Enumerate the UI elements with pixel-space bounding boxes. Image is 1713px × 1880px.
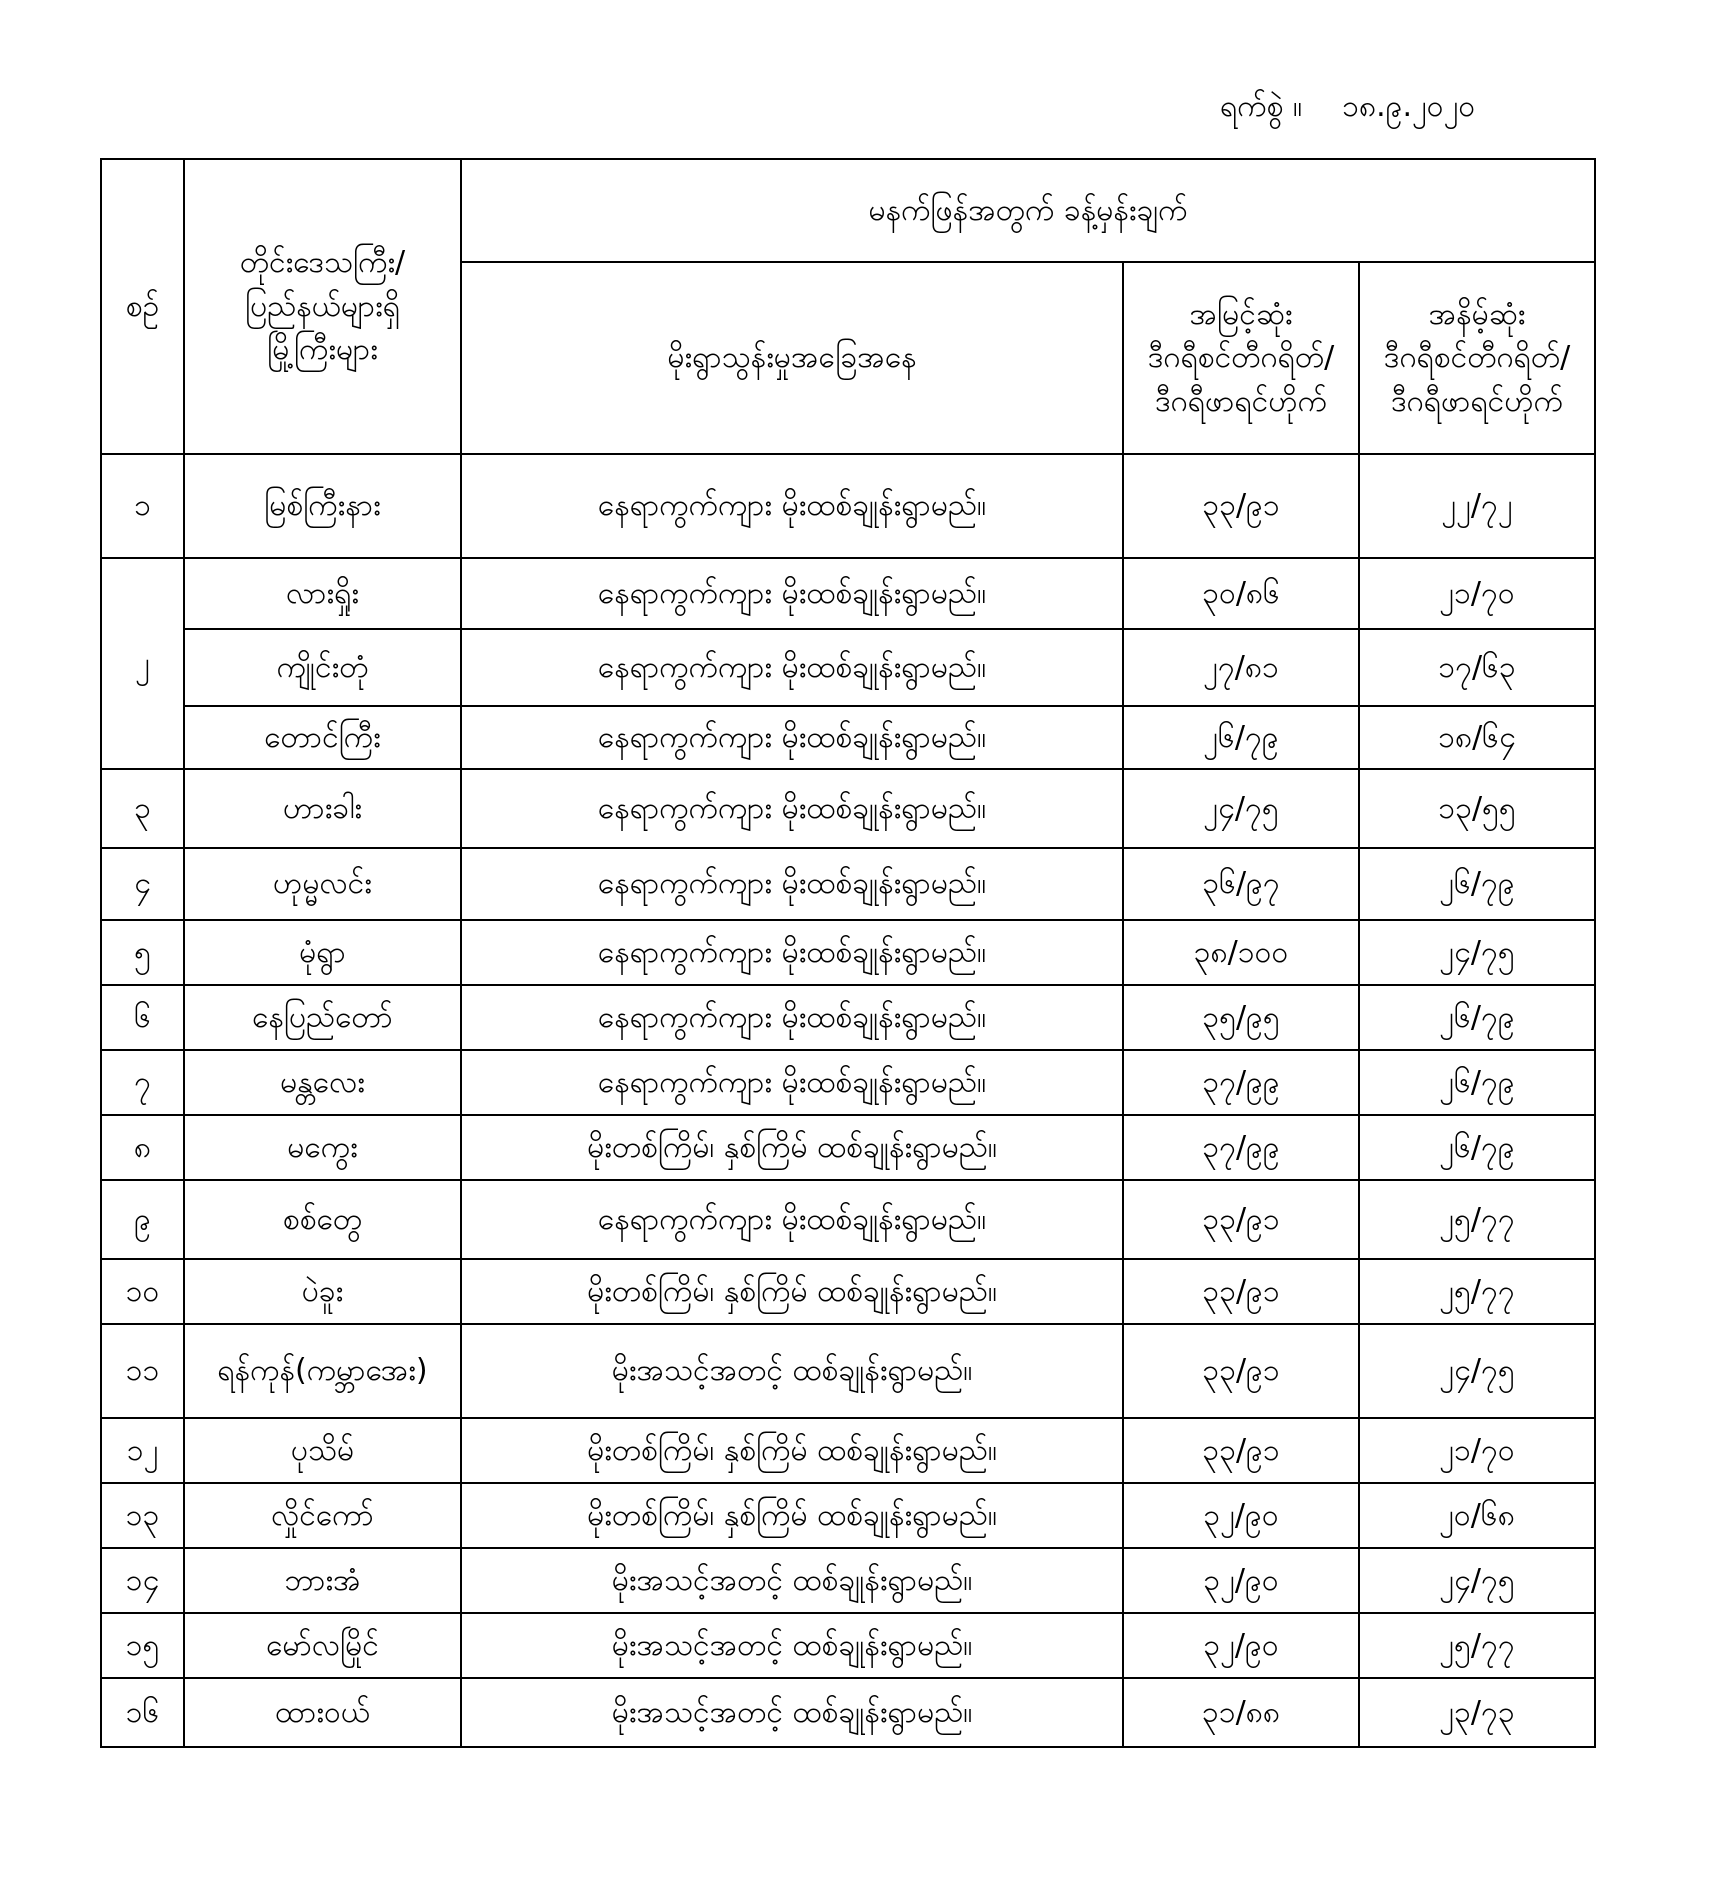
row-max-temp: ၂၇/၈၁ [1123, 629, 1359, 706]
table-row [101, 1115, 1595, 1180]
row-weather: မိုးအသင့်အတင့် ထစ်ချုန်းရွာမည်။ [461, 1613, 1123, 1678]
row-min-temp: ၂၀/၆၈ [1359, 1483, 1595, 1548]
row-weather: နေရာကွက်ကျား မိုးထစ်ချုန်းရွာမည်။ [461, 629, 1123, 706]
header-min-line: ဒီဂရီစင်တီဂရိတ်/ [1383, 340, 1571, 376]
row-max-temp: ၃၃/၉၁ [1123, 1418, 1359, 1483]
row-min-temp: ၂၄/၇၅ [1359, 1548, 1595, 1613]
row-min-temp: ၁၃/၅၅ [1359, 769, 1595, 848]
row-max-temp: ၂၆/၇၉ [1123, 706, 1359, 769]
row-city: ဘားအံ [184, 1548, 461, 1613]
header-max-line: အမြင့်ဆုံး [1189, 296, 1293, 332]
table-row [101, 769, 1595, 848]
row-max-temp: ၃၂/၉၀ [1123, 1548, 1359, 1613]
row-serial: ၁၀ [101, 1259, 184, 1324]
header-city [184, 159, 461, 454]
row-serial: ၆ [101, 985, 184, 1050]
row-serial: ၇ [101, 1050, 184, 1115]
table-row [101, 1548, 1595, 1613]
row-city: လှိုင်ကော် [184, 1483, 461, 1548]
row-weather: မိုးတစ်ကြိမ်၊ နှစ်ကြိမ် ထစ်ချုန်းရွာမည်။ [461, 1115, 1123, 1180]
date-label: ရက်စွဲ ။ [1220, 89, 1303, 124]
row-weather: နေရာကွက်ကျား မိုးထစ်ချုန်းရွာမည်။ [461, 1180, 1123, 1259]
row-city: မကွေး [184, 1115, 461, 1180]
row-city: လားရှိုး [184, 558, 461, 629]
table-body [101, 454, 1595, 1747]
row-city: တောင်ကြီး [184, 706, 461, 769]
row-weather: မိုးအသင့်အတင့် ထစ်ချုန်းရွာမည်။ [461, 1548, 1123, 1613]
row-weather: မိုးအသင့်အတင့် ထစ်ချုန်းရွာမည်။ [461, 1324, 1123, 1418]
row-city: မြစ်ကြီးနား [184, 454, 461, 558]
row-serial: ၃ [101, 769, 184, 848]
header-weather: မိုးရွာသွန်းမှုအခြေအနေ [461, 262, 1123, 454]
header-city-line: ပြည်နယ်များရှိ [245, 288, 400, 324]
row-weather: နေရာကွက်ကျား မိုးထစ်ချုန်းရွာမည်။ [461, 706, 1123, 769]
table-row [101, 848, 1595, 920]
row-city: ဟားခါး [184, 769, 461, 848]
table-row [101, 706, 1595, 769]
row-weather: နေရာကွက်ကျား မိုးထစ်ချုန်းရွာမည်။ [461, 769, 1123, 848]
row-serial: ၅ [101, 920, 184, 985]
row-min-temp: ၂၃/၇၃ [1359, 1678, 1595, 1747]
row-max-temp: ၃၇/၉၉ [1123, 1050, 1359, 1115]
table-row [101, 558, 1595, 629]
row-city: ရန်ကုန်(ကမ္ဘာအေး) [184, 1324, 461, 1418]
row-min-temp: ၂၆/၇၉ [1359, 1115, 1595, 1180]
row-min-temp: ၂၁/၇၀ [1359, 558, 1595, 629]
row-min-temp: ၂၆/၇၉ [1359, 985, 1595, 1050]
table-row [101, 985, 1595, 1050]
row-weather: နေရာကွက်ကျား မိုးထစ်ချုန်းရွာမည်။ [461, 1050, 1123, 1115]
header-forecast-group: မနက်ဖြန်အတွက် ခန့်မှန်းချက် [461, 159, 1595, 262]
row-weather: နေရာကွက်ကျား မိုးထစ်ချုန်းရွာမည်။ [461, 558, 1123, 629]
row-max-temp: ၃၃/၉၁ [1123, 454, 1359, 558]
row-city: ကျိုင်းတုံ [184, 629, 461, 706]
row-serial: ၁၅ [101, 1613, 184, 1678]
row-serial: ၁၁ [101, 1324, 184, 1418]
table-row [101, 454, 1595, 558]
row-min-temp: ၂၄/၇၅ [1359, 1324, 1595, 1418]
row-city: နေပြည်တော် [184, 985, 461, 1050]
row-serial: ၁၃ [101, 1483, 184, 1548]
row-min-temp: ၁၇/၆၃ [1359, 629, 1595, 706]
row-city: ဟုမ္မလင်း [184, 848, 461, 920]
row-weather: နေရာကွက်ကျား မိုးထစ်ချုန်းရွာမည်။ [461, 848, 1123, 920]
table-row [101, 1613, 1595, 1678]
row-max-temp: ၃၂/၉၀ [1123, 1613, 1359, 1678]
row-min-temp: ၂၁/၇၀ [1359, 1418, 1595, 1483]
table-row [101, 1324, 1595, 1418]
header-max-line: ဒီဂရီစင်တီဂရိတ်/ [1147, 340, 1335, 376]
row-max-temp: ၃၇/၉၉ [1123, 1115, 1359, 1180]
row-serial: ၈ [101, 1115, 184, 1180]
row-max-temp: ၃၅/၉၅ [1123, 985, 1359, 1050]
row-serial: ၄ [101, 848, 184, 920]
row-weather: နေရာကွက်ကျား မိုးထစ်ချုန်းရွာမည်။ [461, 920, 1123, 985]
row-min-temp: ၂၄/၇၅ [1359, 920, 1595, 985]
row-max-temp: ၃၈/၁၀၀ [1123, 920, 1359, 985]
row-max-temp: ၂၄/၇၅ [1123, 769, 1359, 848]
row-max-temp: ၃၃/၉၁ [1123, 1324, 1359, 1418]
table-row [101, 1678, 1595, 1747]
row-min-temp: ၂၅/၇၇ [1359, 1259, 1595, 1324]
row-min-temp: ၂၆/၇၉ [1359, 848, 1595, 920]
row-weather: မိုးတစ်ကြိမ်၊ နှစ်ကြိမ် ထစ်ချုန်းရွာမည်။ [461, 1418, 1123, 1483]
row-weather: မိုးတစ်ကြိမ်၊ နှစ်ကြိမ် ထစ်ချုန်းရွာမည်။ [461, 1483, 1123, 1548]
row-serial: ၁၆ [101, 1678, 184, 1747]
header-city-line: တိုင်းဒေသကြီး/ [239, 245, 406, 281]
weather-forecast-table [100, 158, 1596, 1748]
table-row [101, 629, 1595, 706]
header-serial: စဉ် [101, 159, 184, 454]
document-date [1220, 86, 1475, 131]
table-row [101, 920, 1595, 985]
row-min-temp: ၂၅/၇၇ [1359, 1180, 1595, 1259]
table-row [101, 1050, 1595, 1115]
table-row [101, 1180, 1595, 1259]
row-weather: နေရာကွက်ကျား မိုးထစ်ချုန်းရွာမည်။ [461, 454, 1123, 558]
row-city: မော်လမြိုင် [184, 1613, 461, 1678]
row-min-temp: ၂၅/၇၇ [1359, 1613, 1595, 1678]
row-serial: ၁၄ [101, 1548, 184, 1613]
row-max-temp: ၃၃/၉၁ [1123, 1180, 1359, 1259]
header-max-temp [1123, 262, 1359, 454]
row-min-temp: ၂၆/၇၉ [1359, 1050, 1595, 1115]
row-city: ထားဝယ် [184, 1678, 461, 1747]
row-city: ပဲခူး [184, 1259, 461, 1324]
header-min-line: အနိမ့်ဆုံး [1428, 296, 1526, 332]
row-min-temp: ၂၂/၇၂ [1359, 454, 1595, 558]
row-max-temp: ၃၀/၈၆ [1123, 558, 1359, 629]
row-serial: ၂ [101, 558, 184, 769]
row-serial: ၉ [101, 1180, 184, 1259]
row-serial: ၁၂ [101, 1418, 184, 1483]
header-min-line: ဒီဂရီဖာရင်ဟိုက် [1390, 383, 1564, 419]
row-weather: နေရာကွက်ကျား မိုးထစ်ချုန်းရွာမည်။ [461, 985, 1123, 1050]
row-max-temp: ၃၁/၈၈ [1123, 1678, 1359, 1747]
header-max-line: ဒီဂရီဖာရင်ဟိုက် [1154, 383, 1328, 419]
date-value: ၁၈.၉.၂၀၂၀ [1342, 89, 1476, 124]
header-min-temp [1359, 262, 1595, 454]
row-city: စစ်တွေ [184, 1180, 461, 1259]
table-row [101, 1259, 1595, 1324]
table-row [101, 1418, 1595, 1483]
row-weather: မိုးအသင့်အတင့် ထစ်ချုန်းရွာမည်။ [461, 1678, 1123, 1747]
row-max-temp: ၃၂/၉၀ [1123, 1483, 1359, 1548]
row-city: မန္တလေး [184, 1050, 461, 1115]
table-row [101, 1483, 1595, 1548]
row-serial: ၁ [101, 454, 184, 558]
row-max-temp: ၃၆/၉၇ [1123, 848, 1359, 920]
row-max-temp: ၃၃/၉၁ [1123, 1259, 1359, 1324]
row-city: ပုသိမ် [184, 1418, 461, 1483]
row-city: မုံရွာ [184, 920, 461, 985]
header-city-line: မြို့ကြီးများ [267, 332, 378, 368]
row-min-temp: ၁၈/၆၄ [1359, 706, 1595, 769]
row-weather: မိုးတစ်ကြိမ်၊ နှစ်ကြိမ် ထစ်ချုန်းရွာမည်။ [461, 1259, 1123, 1324]
